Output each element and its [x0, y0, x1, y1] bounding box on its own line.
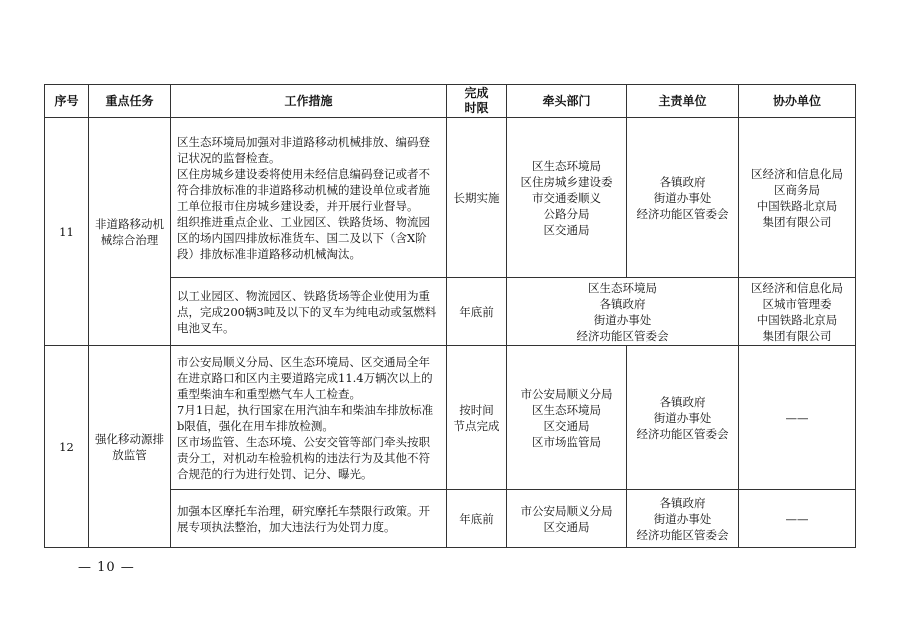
responsible-item: 经济功能区管委会 [636, 527, 729, 542]
header-deadline-line1: 完成 [464, 86, 489, 100]
responsible-item: 各镇政府 [659, 495, 706, 510]
responsible-cell [627, 490, 739, 548]
assist-cell [739, 118, 856, 278]
lead-item: 经济功能区管委会 [576, 328, 669, 343]
header-measures: 工作措施 [171, 85, 447, 118]
assist-cell: —— [739, 490, 856, 548]
header-seq: 序号 [45, 85, 89, 118]
lead-item: 市公安局顺义分局 [520, 386, 613, 401]
lead-item: 区生态环境局 [532, 158, 601, 173]
deadline-cell [447, 346, 507, 490]
page-number: — 10 — [78, 560, 135, 575]
task-cell: 非道路移动机械综合治理 [89, 118, 171, 346]
assist-item: 集团有限公司 [762, 214, 832, 229]
task-table [44, 84, 856, 548]
header-row [45, 85, 856, 118]
header-deadline-line2: 时限 [464, 101, 489, 115]
lead-item: 区住房城乡建设委 [520, 174, 613, 189]
responsible-item: 经济功能区管委会 [636, 426, 729, 441]
lead-cell [507, 490, 627, 548]
lead-item: 各镇政府 [599, 296, 646, 311]
measure-item: 加强本区摩托车治理，研究摩托车禁限行政策。开展专项执法整治，加大违法行为处罚力度。 [177, 503, 430, 534]
deadline-cell: 长期实施 [447, 118, 507, 278]
lead-item: 区交通局 [543, 418, 590, 433]
lead-item: 街道办事处 [593, 312, 652, 327]
header-deadline [447, 85, 507, 118]
measure-item: 市公安局顺义分局、区生态环境局、区交通局全年在进京路口和区内主要道路完成11.4万辆次以上的重型柴油车和重型燃气车人工检查。 [177, 354, 433, 401]
deadline-cell: 年底前 [447, 278, 507, 346]
deadline-cell: 年底前 [447, 490, 507, 548]
table-row [45, 118, 856, 278]
measure-item: 以工业园区、物流园区、铁路货场等企业使用为重点，完成200辆3吨及以下的叉车为纯电动或氢燃料电池叉车。 [177, 288, 437, 335]
assist-cell [739, 278, 856, 346]
table-row [45, 346, 856, 490]
responsible-item: 各镇政府 [659, 174, 706, 189]
assist-item: 中国铁路北京局 [756, 198, 838, 213]
measure-item: 区住房城乡建设委将使用未经信息编码登记或者不符合排放标准的非道路移动机械的建设单位或者施工单位报市住房城乡建设委，并开展行业督导。 [177, 166, 430, 213]
lead-cell [507, 118, 627, 278]
responsible-cell [627, 118, 739, 278]
assist-item: 区经济和信息化局 [751, 280, 843, 295]
responsible-item: 街道办事处 [653, 190, 712, 205]
responsible-item: 各镇政府 [659, 394, 706, 409]
responsible-cell [627, 346, 739, 490]
lead-item: 市交通委顺义 [532, 190, 601, 205]
seq-cell: 12 [45, 346, 89, 548]
deadline-line: 按时间 [459, 402, 494, 417]
lead-responsible-cell [507, 278, 739, 346]
measure-item: 区市场监管、生态环境、公安交管等部门牵头按职责分工，对机动车检验机构的违法行为及其他不符合规范的行为进行处罚、记分、曝光。 [177, 434, 430, 481]
lead-item: 市公安局顺义分局 [520, 503, 613, 518]
lead-item: 区交通局 [543, 222, 590, 237]
assist-item: 集团有限公司 [762, 328, 832, 343]
header-assist: 协办单位 [739, 85, 856, 118]
measures-cell [171, 490, 447, 548]
lead-item: 区生态环境局 [588, 280, 657, 295]
responsible-item: 街道办事处 [653, 511, 712, 526]
header-responsible: 主责单位 [627, 85, 739, 118]
responsible-item: 街道办事处 [653, 410, 712, 425]
lead-item: 区市场监管局 [532, 434, 601, 449]
header-task: 重点任务 [89, 85, 171, 118]
assist-cell: —— [739, 346, 856, 490]
header-lead: 牵头部门 [507, 85, 627, 118]
lead-cell [507, 346, 627, 490]
deadline-line: 节点完成 [453, 418, 500, 433]
measures-cell [171, 346, 447, 490]
responsible-item: 经济功能区管委会 [636, 206, 729, 221]
assist-item: 中国铁路北京局 [756, 312, 838, 327]
lead-item: 区生态环境局 [532, 402, 601, 417]
measure-item: 7月1日起，执行国家在用汽油车和柴油车排放标准b限值，强化在用车排放检测。 [177, 402, 434, 433]
task-cell: 强化移动源排放监管 [89, 346, 171, 548]
assist-item: 区商务局 [774, 182, 820, 197]
lead-item: 公路分局 [543, 206, 590, 221]
lead-item: 区交通局 [543, 519, 590, 534]
measure-item: 区生态环境局加强对非道路移动机械排放、编码登记状况的监督检查。 [177, 134, 430, 165]
measures-cell [171, 278, 447, 346]
measure-item: 组织推进重点企业、工业园区、铁路货场、物流园区的场内国四排放标准货车、国二及以下（含X阶段）排放标准非道路移动机械淘汰。 [177, 214, 430, 261]
measures-cell [171, 118, 447, 278]
seq-cell: 11 [45, 118, 89, 346]
assist-item: 区城市管理委 [762, 296, 832, 311]
assist-item: 区经济和信息化局 [751, 166, 843, 181]
